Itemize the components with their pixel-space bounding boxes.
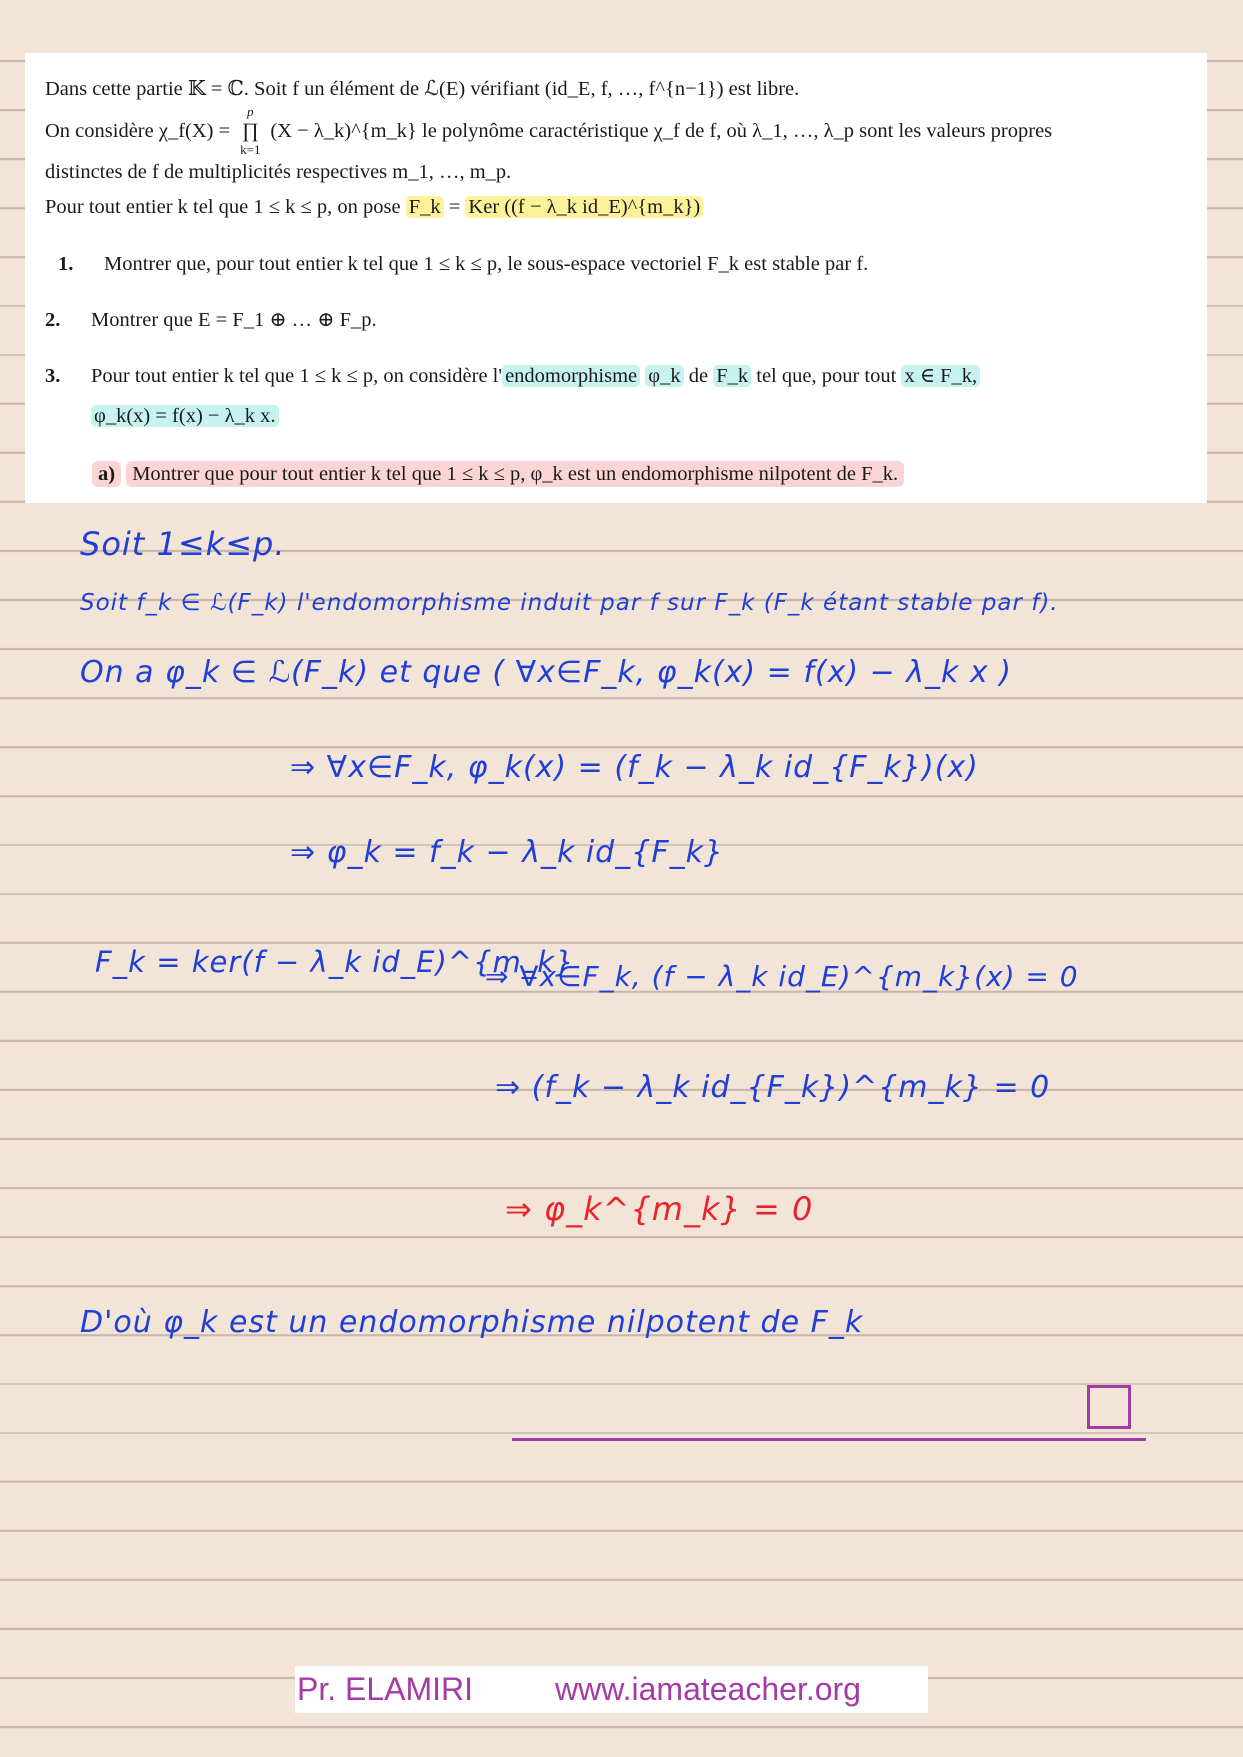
statement-line-4-start: Pour tout entier k tel que 1 ≤ k ≤ p, on pose xyxy=(45,196,401,218)
question-2-text: Montrer que E = F_1 ⊕ … ⊕ F_p. xyxy=(91,309,377,331)
statement-line-2 xyxy=(45,104,1195,157)
question-2-number: 2. xyxy=(45,309,61,331)
statement-line-1: Dans cette partie 𝕂 = ℂ. Soit f un élément de ℒ(E) vérifiant (id_E, f, …, f^{n−1}) est libre. xyxy=(45,78,800,100)
highlight-phik: φ_k xyxy=(645,365,683,387)
highlight-phik-definition: φ_k(x) = f(x) − λ_k x. xyxy=(91,405,279,427)
question-3a xyxy=(92,460,1242,488)
hw-line-6a: F_k = ker(f − λ_k id_E)^{m_k} xyxy=(95,945,575,979)
question-3a-text: Montrer que pour tout entier k tel que 1 ≤ k ≤ p, φ_k est un endomorphisme nilpotent de F_k. xyxy=(126,461,904,487)
product-upper-bound: p xyxy=(247,104,254,119)
statement-line-4-eq: = xyxy=(448,196,461,218)
hw-line-6b: ⇒ ∀x∈F_k, (f − λ_k id_E)^{m_k}(x) = 0 xyxy=(485,960,1079,993)
highlight-fk: F_k xyxy=(406,196,444,218)
hw-line-2: Soit f_k ∈ ℒ(F_k) l'endomorphisme induit par f sur F_k (F_k étant stable par f). xyxy=(80,590,1059,616)
hw-line-9: D'où φ_k est un endomorphisme nilpotent de F_k xyxy=(80,1305,864,1340)
hw-line-7: ⇒ (f_k − λ_k id_{F_k})^{m_k} = 0 xyxy=(495,1070,1051,1105)
product-lower-bound: k=1 xyxy=(240,142,261,157)
hw-line-8: ⇒ φ_k^{m_k} = 0 xyxy=(505,1190,814,1228)
question-3 xyxy=(45,362,1195,390)
question-3-line-2 xyxy=(91,402,1241,430)
highlight-fk-2: F_k xyxy=(713,365,751,387)
question-3a-label: a) xyxy=(92,461,121,487)
question-3-number: 3. xyxy=(45,365,61,387)
question-1 xyxy=(58,250,1208,278)
separator-line xyxy=(512,1438,1146,1441)
question-3-text-a: Pour tout entier k tel que 1 ≤ k ≤ p, on considère l' xyxy=(91,365,503,387)
highlight-endomorphisme: endomorphisme xyxy=(502,365,640,387)
hw-line-5: ⇒ φ_k = f_k − λ_k id_{F_k} xyxy=(290,835,725,870)
question-3-text-c: tel que, pour tout xyxy=(756,365,897,387)
footer-banner xyxy=(295,1666,928,1713)
statement-line-2-end: (X − λ_k)^{m_k} le polynôme caractéristique χ_f de f, où λ_1, …, λ_p sont les valeurs propres xyxy=(270,120,1053,142)
footer-author: Pr. ELAMIRI xyxy=(297,1671,474,1707)
question-1-number: 1. xyxy=(58,253,74,275)
statement-line-4 xyxy=(45,193,1195,221)
statement-line-2-start: On considère χ_f(X) = xyxy=(45,120,231,142)
product-symbol: ∏ p k=1 xyxy=(235,117,265,145)
hw-line-3: On a φ_k ∈ ℒ(F_k) et que ( ∀x∈F_k, φ_k(x) = f(x) − λ_k x ) xyxy=(80,655,1012,690)
qed-box xyxy=(1087,1385,1131,1429)
question-2 xyxy=(45,306,1195,334)
hw-line-4: ⇒ ∀x∈F_k, φ_k(x) = (f_k − λ_k id_{F_k})(x) xyxy=(290,750,979,785)
highlight-ker: Ker ((f − λ_k id_E)^{m_k}) xyxy=(465,196,703,218)
statement-line-3: distinctes de f de multiplicités respectives m_1, …, m_p. xyxy=(45,161,512,183)
highlight-x-in-fk: x ∈ F_k, xyxy=(901,365,980,387)
question-1-text: Montrer que, pour tout entier k tel que 1 ≤ k ≤ p, le sous-espace vectoriel F_k est stable par f. xyxy=(104,253,869,275)
question-3-text-b: de xyxy=(688,365,709,387)
footer-website: www.iamateacher.org xyxy=(555,1671,861,1707)
hw-line-1: Soit 1≤k≤p. xyxy=(80,525,286,563)
